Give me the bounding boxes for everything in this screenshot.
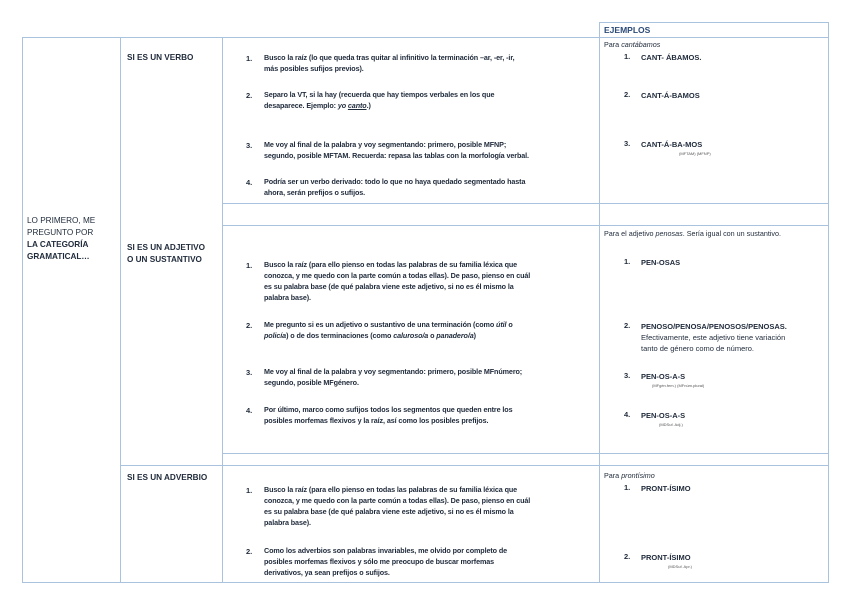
adjetivo-ex-4: PEN-OS-A-S — [641, 411, 686, 420]
adjetivo-ex-3-num: 3. — [624, 371, 631, 380]
adjetivo-ex-4-num: 4. — [624, 410, 631, 419]
adjetivo-ex-2-num: 2. — [624, 321, 631, 330]
verbo-ex-1: CANT- ÁBAMOS. — [641, 53, 702, 62]
verbo-ex-3: CANT-Á-BA-MOS — [641, 140, 703, 149]
adjetivo-step-3: Me voy al final de la palabra y voy segmentando: primero, posible MFnúmero; segundo, posible MFgénero. — [264, 367, 523, 387]
header-row-border — [22, 37, 828, 38]
table-border-left — [22, 37, 23, 583]
adverbio-step-2-num: 2. — [246, 547, 253, 556]
adverbio-label: SI ES UN ADVERBIO — [127, 473, 208, 482]
col-divider-3 — [599, 22, 600, 583]
adjetivo-step-4: Por último, marco como sufijos todos los segmentos que queden entre los posibles morfemas flexivos y la raíz, así como los posibles prefijos. — [264, 405, 513, 425]
verbo-step-4-num: 4. — [246, 178, 253, 187]
verbo-ex-1-num: 1. — [624, 52, 631, 61]
adjetivo-ex-4-annotation: (MDSuf. Adj.) — [659, 422, 683, 427]
verbo-ex-2: CANT-Á-BAMOS — [641, 91, 700, 100]
adverbio-ex-1: PRONT-ÍSIMO — [641, 484, 691, 493]
adverbio-row-top — [120, 465, 828, 466]
verbo-label: SI ES UN VERBO — [127, 53, 194, 62]
adjetivo-example-intro: Para el adjetivo penosas. Sería igual con un sustantivo. — [604, 229, 782, 238]
adjetivo-step-2: Me pregunto si es un adjetivo o sustantivo de una terminación (como útil o policía) o de dos terminaciones (como caluroso/a o panadero/a) — [264, 320, 513, 340]
adjetivo-row-top — [222, 225, 828, 226]
verbo-step-1-num: 1. — [246, 54, 253, 63]
ejemplos-header: EJEMPLOS — [604, 25, 651, 35]
verbo-ex-2-num: 2. — [624, 90, 631, 99]
adverbio-ex-2: PRONT-ÍSIMO — [641, 553, 691, 562]
verbo-step-1: Busco la raíz (lo que queda tras quitar al infinitivo la terminación –ar, -er, -ir, más posibles sufijos previos). — [264, 53, 515, 73]
verbo-ex-3-annotation: (MFTAM) (MFNP) — [679, 151, 711, 156]
verbo-example-intro: Para cantábamos — [604, 40, 661, 49]
adverbio-ex-2-annotation: (MDSuf. Apr.) — [668, 564, 693, 569]
adverbio-step-1-num: 1. — [246, 486, 253, 495]
category-question: LO PRIMERO, ME PREGUNTO POR LA CATEGORÍA GRAMATICAL… — [27, 216, 96, 261]
verbo-step-2-num: 2. — [246, 91, 253, 100]
adjetivo-step-1-num: 1. — [246, 261, 253, 270]
adjetivo-step-2-num: 2. — [246, 321, 253, 330]
col-divider-1 — [120, 37, 121, 583]
adverbio-step-2: Como los adverbios son palabras invariables, me olvido por completo de posibles morfemas flexivos y sólo me preocupo de buscar morfemas derivativos, ya sean prefijos o sufijos. — [264, 546, 508, 577]
adverbio-step-1: Busco la raíz (para ello pienso en todas las palabras de su familia léxica que conozca, y me quedo con la parte común a todas ellas). De paso, pienso en cuál es su palabra base (de qué palabra viene este adjetivo, si no es él mismo la palabra base). — [264, 485, 531, 527]
verbo-ex-3-num: 3. — [624, 139, 631, 148]
verbo-step-2: Separo la VT, si la hay (recuerda que hay tiempos verbales en los que desaparece. Ejemplo: yo canto.) — [264, 90, 495, 110]
verbo-step-3-num: 3. — [246, 141, 253, 150]
verbo-step-3: Me voy al final de la palabra y voy segmentando: primero, posible MFNP; segundo, posible MFTAM. Recuerda: repasa las tablas con la morfología verbal. — [264, 140, 529, 160]
adjetivo-ex-1: PEN-OSAS — [641, 258, 681, 267]
adjetivo-row-bottom — [222, 453, 828, 454]
verbo-row-bottom — [222, 203, 828, 204]
col-divider-2 — [222, 37, 223, 583]
table-border-bottom — [22, 582, 828, 583]
adjetivo-ex-3: PEN-OS-A-S — [641, 372, 686, 381]
adjetivo-step-4-num: 4. — [246, 406, 253, 415]
adjetivo-ex-2: PENOSO/PENOSA/PENOSOS/PENOSAS. Efectivamente, este adjetivo tiene variación tanto de género como de número. — [641, 322, 787, 353]
adjetivo-step-1: Busco la raíz (para ello pienso en todas las palabras de su familia léxica que conozca, y me quedo con la parte común a todas ellas). De paso, pienso en cuál es su palabra base (de qué palabra viene este adjetivo, si no es él mismo la palabra base). — [264, 260, 531, 302]
adverbio-ex-1-num: 1. — [624, 483, 631, 492]
adjetivo-ex-3-annotation: (MFgén.fem.) (MFnúm.plural) — [652, 383, 705, 388]
verbo-step-4: Podría ser un verbo derivado: todo lo que no haya quedado segmentado hasta ahora, serán prefijos o sufijos. — [264, 177, 526, 197]
adjetivo-ex-1-num: 1. — [624, 257, 631, 266]
adjetivo-step-3-num: 3. — [246, 368, 253, 377]
adverbio-ex-2-num: 2. — [624, 552, 631, 561]
table-border-right — [828, 22, 829, 583]
adjetivo-label: SI ES UN ADJETIVO O UN SUSTANTIVO — [127, 243, 205, 264]
table-border-top — [599, 22, 828, 23]
adverbio-example-intro: Para prontísimo — [604, 471, 655, 480]
